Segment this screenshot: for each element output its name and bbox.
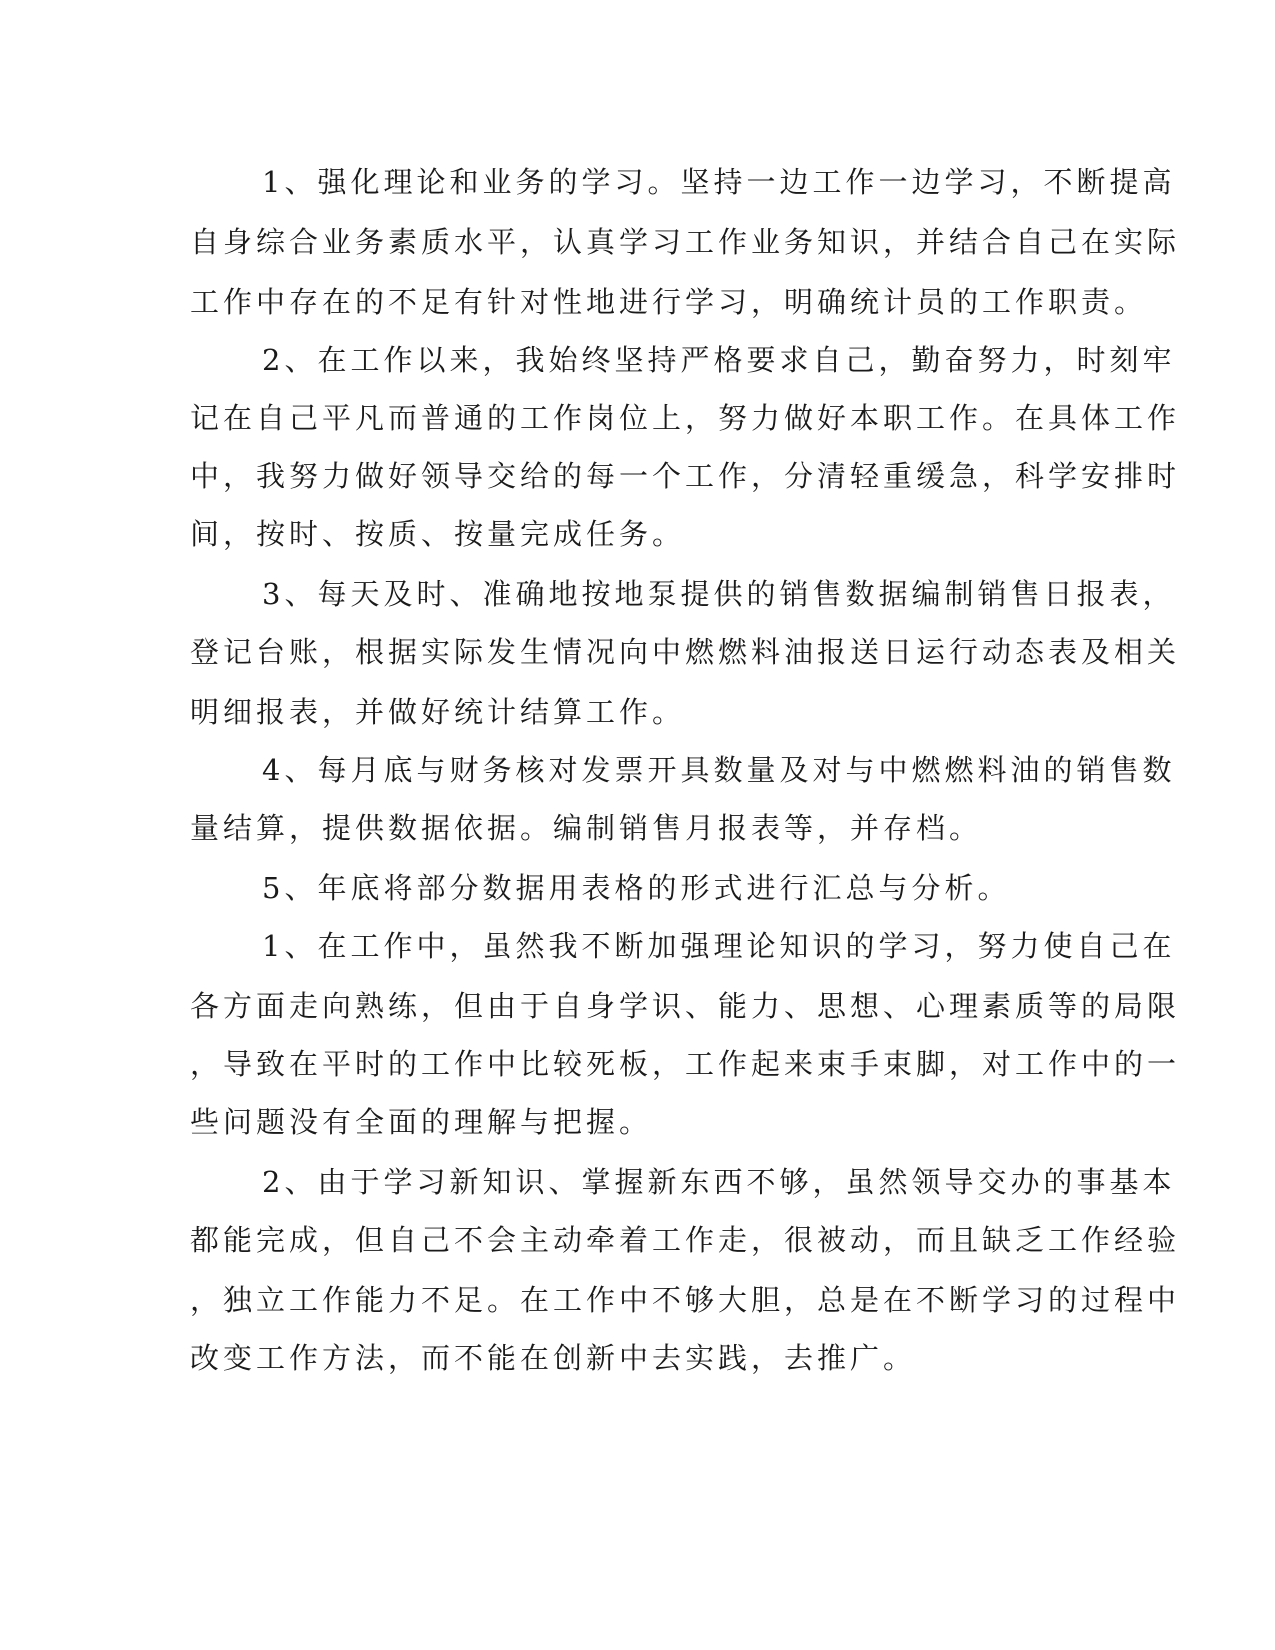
paragraph-4-line-1: 4、每月底与财务核对发票开具数量及对与中燃燃料油的销售数 [262, 753, 1176, 787]
paragraph-7-line-3: ，独立工作能力不足。在工作中不够大胆，总是在不断学习的过程中 [190, 1283, 1181, 1317]
paragraph-2-line-4: 间，按时、按质、按量完成任务。 [190, 517, 686, 551]
paragraph-3-line-1: 3、每天及时、准确地按地泵提供的销售数据编制销售日报表， [262, 577, 1176, 611]
paragraph-1-line-2: 自身综合业务素质水平，认真学习工作业务知识，并结合自己在实际 [190, 225, 1181, 259]
paragraph-5-line-1: 5、年底将部分数据用表格的形式进行汇总与分析。 [262, 871, 1011, 905]
paragraph-7-line-4: 改变工作方法，而不能在创新中去实践，去推广。 [190, 1341, 917, 1375]
paragraph-2-line-2: 记在自己平凡而普通的工作岗位上，努力做好本职工作。在具体工作 [190, 401, 1181, 435]
paragraph-6-line-4: 些问题没有全面的理解与把握。 [190, 1105, 653, 1139]
paragraph-7-line-1: 2、由于学习新知识、掌握新东西不够，虽然领导交办的事基本 [262, 1165, 1176, 1199]
paragraph-6-line-3: ，导致在平时的工作中比较死板，工作起来束手束脚，对工作中的一 [190, 1047, 1181, 1081]
paragraph-1-line-1: 1、强化理论和业务的学习。坚持一边工作一边学习，不断提高 [262, 165, 1176, 199]
paragraph-6-line-2: 各方面走向熟练，但由于自身学识、能力、思想、心理素质等的局限 [190, 989, 1181, 1023]
paragraph-2-line-3: 中，我努力做好领导交给的每一个工作，分清轻重缓急，科学安排时 [190, 459, 1181, 493]
paragraph-1-line-3: 工作中存在的不足有针对性地进行学习，明确统计员的工作职责。 [190, 285, 1148, 319]
paragraph-3-line-3: 明细报表，并做好统计结算工作。 [190, 695, 686, 729]
paragraph-7-line-2: 都能完成，但自己不会主动牵着工作走，很被动，而且缺乏工作经验 [190, 1223, 1181, 1257]
paragraph-2-line-1: 2、在工作以来，我始终坚持严格要求自己，勤奋努力，时刻牢 [262, 343, 1176, 377]
paragraph-3-line-2: 登记台账，根据实际发生情况向中燃燃料油报送日运行动态表及相关 [190, 635, 1181, 669]
paragraph-6-line-1: 1、在工作中，虽然我不断加强理论知识的学习，努力使自己在 [262, 929, 1176, 963]
paragraph-4-line-2: 量结算，提供数据依据。编制销售月报表等，并存档。 [190, 811, 983, 845]
